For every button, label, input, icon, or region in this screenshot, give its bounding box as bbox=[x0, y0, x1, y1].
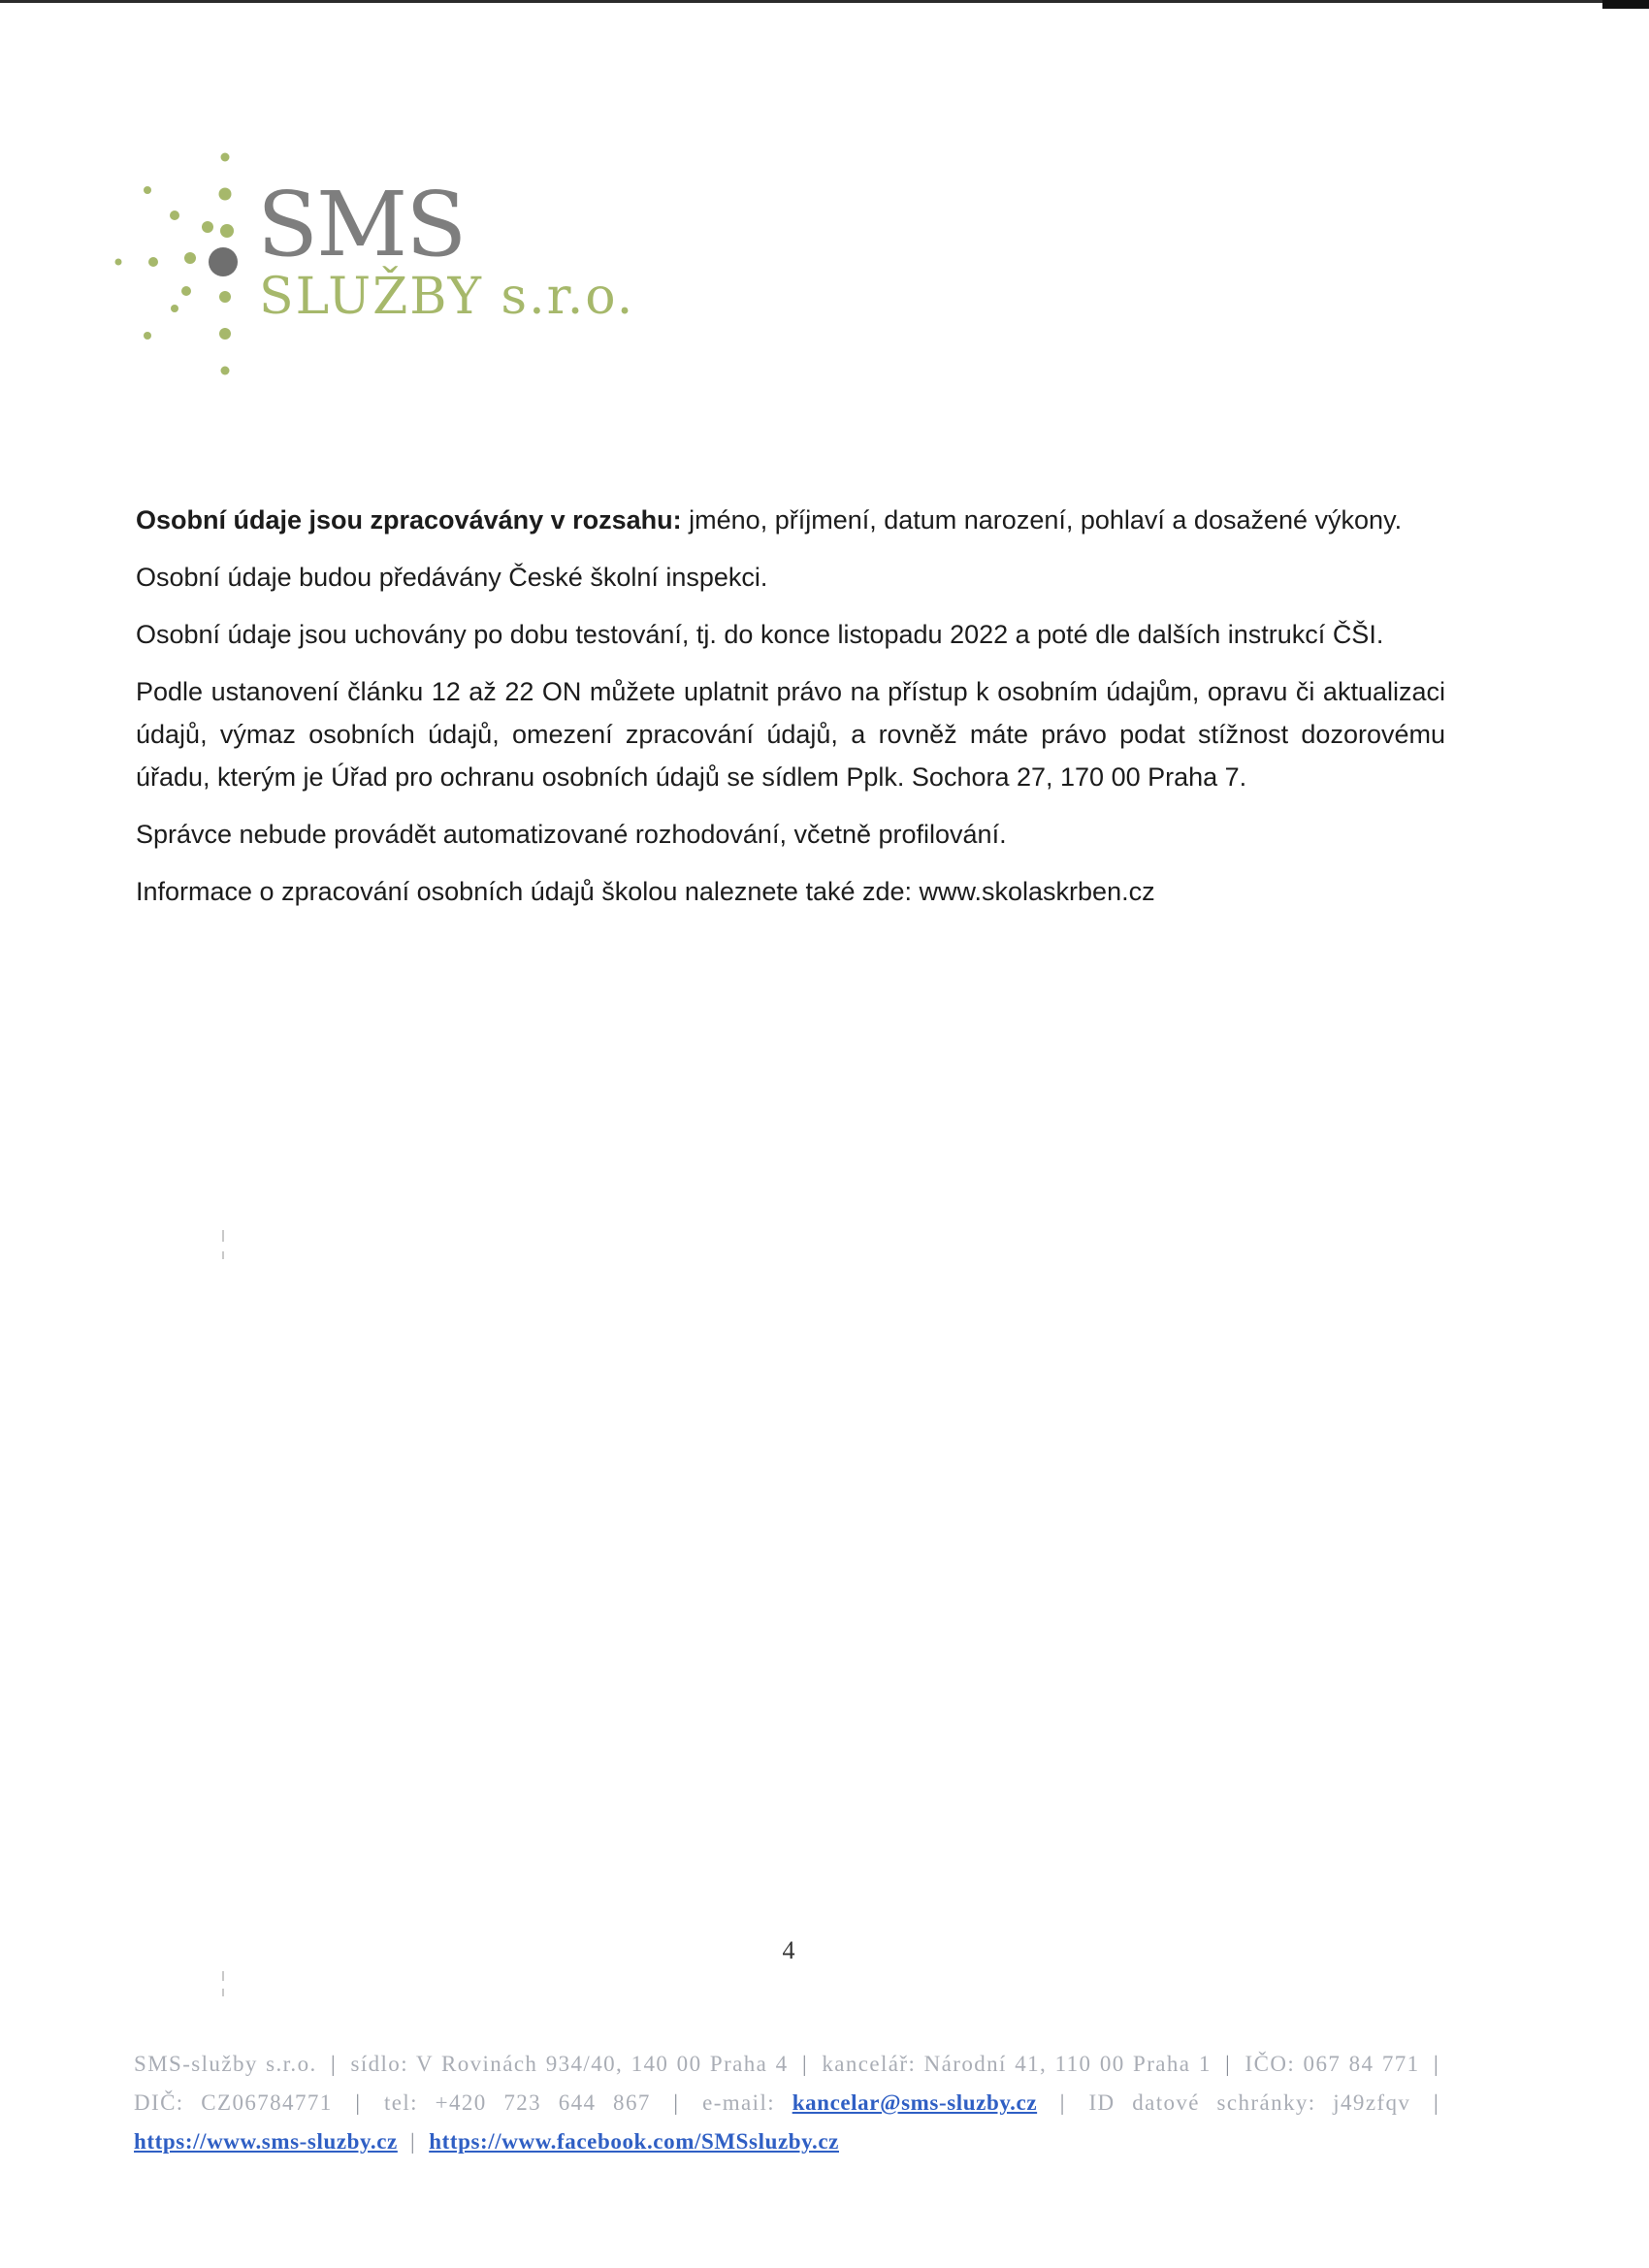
page-number: 4 bbox=[782, 1936, 795, 1964]
logo-name: SMS bbox=[257, 173, 466, 276]
paragraph-scope bbox=[136, 499, 1445, 541]
footer bbox=[134, 2045, 1445, 2161]
paragraph-scope-text: jméno, příjmení, datum narození, pohlaví a dosažené výkony. bbox=[681, 505, 1403, 535]
footer-seat: sídlo: V Rovinách 934/40, 140 00 Praha 4 bbox=[350, 2052, 789, 2076]
footer-separator: | bbox=[1433, 2052, 1439, 2076]
scan-speck bbox=[222, 1230, 224, 1242]
paragraph-retention: Osobní údaje jsou uchovány po dobu testování, tj. do konce listopadu 2022 a poté dle dalších instrukcí ČŠI. bbox=[136, 620, 1384, 649]
footer-dic: DIČ: CZ06784771 bbox=[134, 2090, 333, 2115]
logo-dots-icon bbox=[107, 146, 252, 388]
footer-email-label: e-mail: bbox=[702, 2090, 776, 2115]
logo-subname: SLUŽBY s.r.o. bbox=[259, 268, 635, 326]
footer-facebook-link[interactable]: https://www.facebook.com/SMSsluzby.cz bbox=[429, 2129, 839, 2154]
scan-corner-mark bbox=[1602, 0, 1649, 9]
footer-website-link[interactable]: https://www.sms-sluzby.cz bbox=[134, 2129, 398, 2154]
footer-email-link[interactable]: kancelar@sms-sluzby.cz bbox=[792, 2090, 1038, 2115]
paragraph-transfer: Osobní údaje budou předávány České školní inspekci. bbox=[136, 563, 768, 592]
footer-ico: IČO: 067 84 771 bbox=[1245, 2052, 1420, 2076]
company-logo bbox=[107, 146, 689, 388]
paragraph-info-link: Informace o zpracování osobních údajů školou naleznete také zde: www.skolaskrben.cz bbox=[136, 877, 1155, 906]
footer-tel: tel: +420 723 644 867 bbox=[383, 2090, 651, 2115]
scan-speck bbox=[222, 1971, 224, 1981]
footer-office: kancelář: Národní 41, 110 00 Praha 1 bbox=[822, 2052, 1212, 2076]
footer-separator: | bbox=[1225, 2052, 1232, 2076]
document-body bbox=[136, 499, 1445, 927]
footer-separator: | bbox=[331, 2052, 338, 2076]
scan-top-edge bbox=[0, 0, 1649, 3]
paragraph-automation: Správce nebude provádět automatizované rozhodování, včetně profilování. bbox=[136, 820, 1007, 849]
paragraph-rights: Podle ustanovení článku 12 až 22 ON můžete uplatnit právo na přístup k osobním údajům, opravu či aktualizaci údajů, výmaz osobních údajů, omezení zpracování údajů, a rovněž máte právo podat stížnost dozorovému úřadu, kterým je Úřad pro ochranu osobních údajů se sídlem Pplk. Sochora 27, 170 00 Praha 7. bbox=[136, 677, 1445, 792]
footer-separator: | bbox=[1059, 2090, 1066, 2115]
scan-speck bbox=[222, 1251, 224, 1259]
scan-speck bbox=[222, 1989, 224, 1996]
footer-separator: | bbox=[801, 2052, 808, 2076]
footer-separator: | bbox=[355, 2090, 362, 2115]
footer-separator: | bbox=[673, 2090, 680, 2115]
footer-company: SMS-služby s.r.o. bbox=[134, 2052, 317, 2076]
footer-separator: | bbox=[410, 2129, 417, 2154]
footer-separator: | bbox=[1433, 2090, 1439, 2115]
footer-databox: ID datové schránky: j49zfqv bbox=[1088, 2090, 1411, 2115]
paragraph-scope-heading: Osobní údaje jsou zpracovávány v rozsahu: bbox=[136, 505, 682, 535]
